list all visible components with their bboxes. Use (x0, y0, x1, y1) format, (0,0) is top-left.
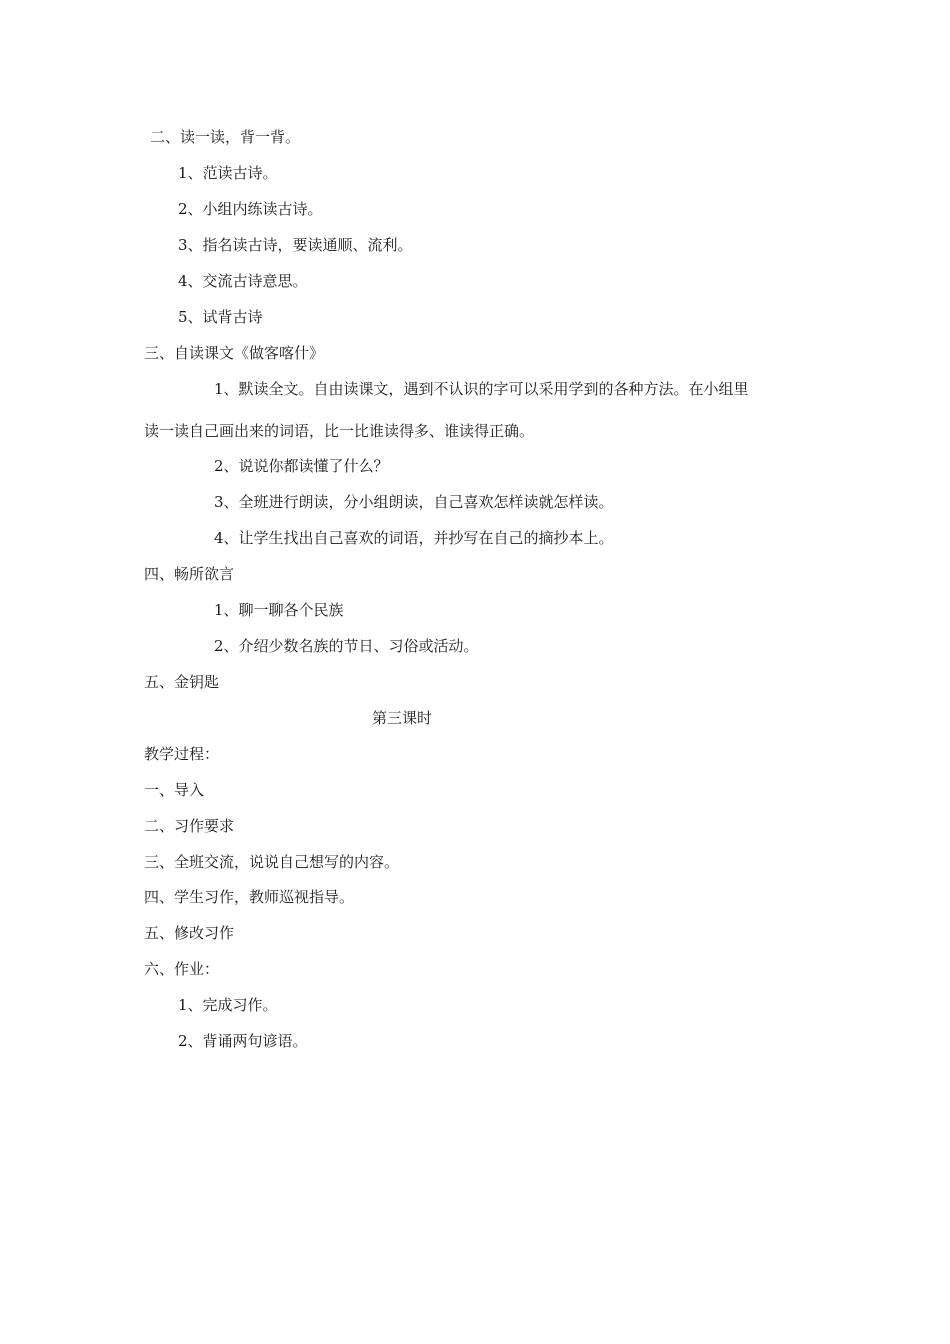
lesson-title: 第三课时 (372, 709, 433, 727)
step-item: 四、学生习作，教师巡视指导。 (144, 888, 355, 906)
list-item: 2、介绍少数名族的节日、习俗或活动。 (214, 637, 479, 655)
list-item: 1、聊一聊各个民族 (214, 601, 344, 619)
list-item: 4、交流古诗意思。 (178, 272, 308, 290)
step-item: 三、全班交流，说说自己想写的内容。 (144, 853, 400, 871)
step-item: 六、作业： (144, 960, 220, 978)
section-label: 教学过程： (144, 745, 220, 763)
list-item: 5、试背古诗 (178, 308, 263, 326)
section-heading-5: 五、金钥匙 (144, 673, 220, 691)
section-heading-3: 三、自读课文《做客喀什》 (144, 344, 325, 362)
step-item: 二、习作要求 (144, 817, 235, 835)
step-item: 一、导入 (144, 781, 205, 799)
step-item: 五、修改习作 (144, 924, 235, 942)
list-item: 2、背诵两句谚语。 (178, 1032, 308, 1050)
paragraph-line: 读一读自己画出来的词语，比一比谁读得多、谁读得正确。 (144, 422, 535, 440)
paragraph-line: 1、默读全文。自由读课文，遇到不认识的字可以采用学到的各种方法。在小组里 (214, 380, 749, 398)
list-item: 1、范读古诗。 (178, 164, 278, 182)
section-heading-4: 四、畅所欲言 (144, 565, 235, 583)
list-item: 1、完成习作。 (178, 996, 278, 1014)
list-item: 3、指名读古诗，要读通顺、流利。 (178, 236, 413, 254)
list-item: 3、全班进行朗读，分小组朗读，自己喜欢怎样读就怎样读。 (214, 493, 614, 511)
list-item: 2、小组内练读古诗。 (178, 200, 323, 218)
list-item: 2、说说你都读懂了什么？ (214, 457, 389, 475)
section-heading-2: 二、读一读，背一背。 (150, 128, 301, 146)
list-item: 4、让学生找出自己喜欢的词语，并抄写在自己的摘抄本上。 (214, 529, 614, 547)
